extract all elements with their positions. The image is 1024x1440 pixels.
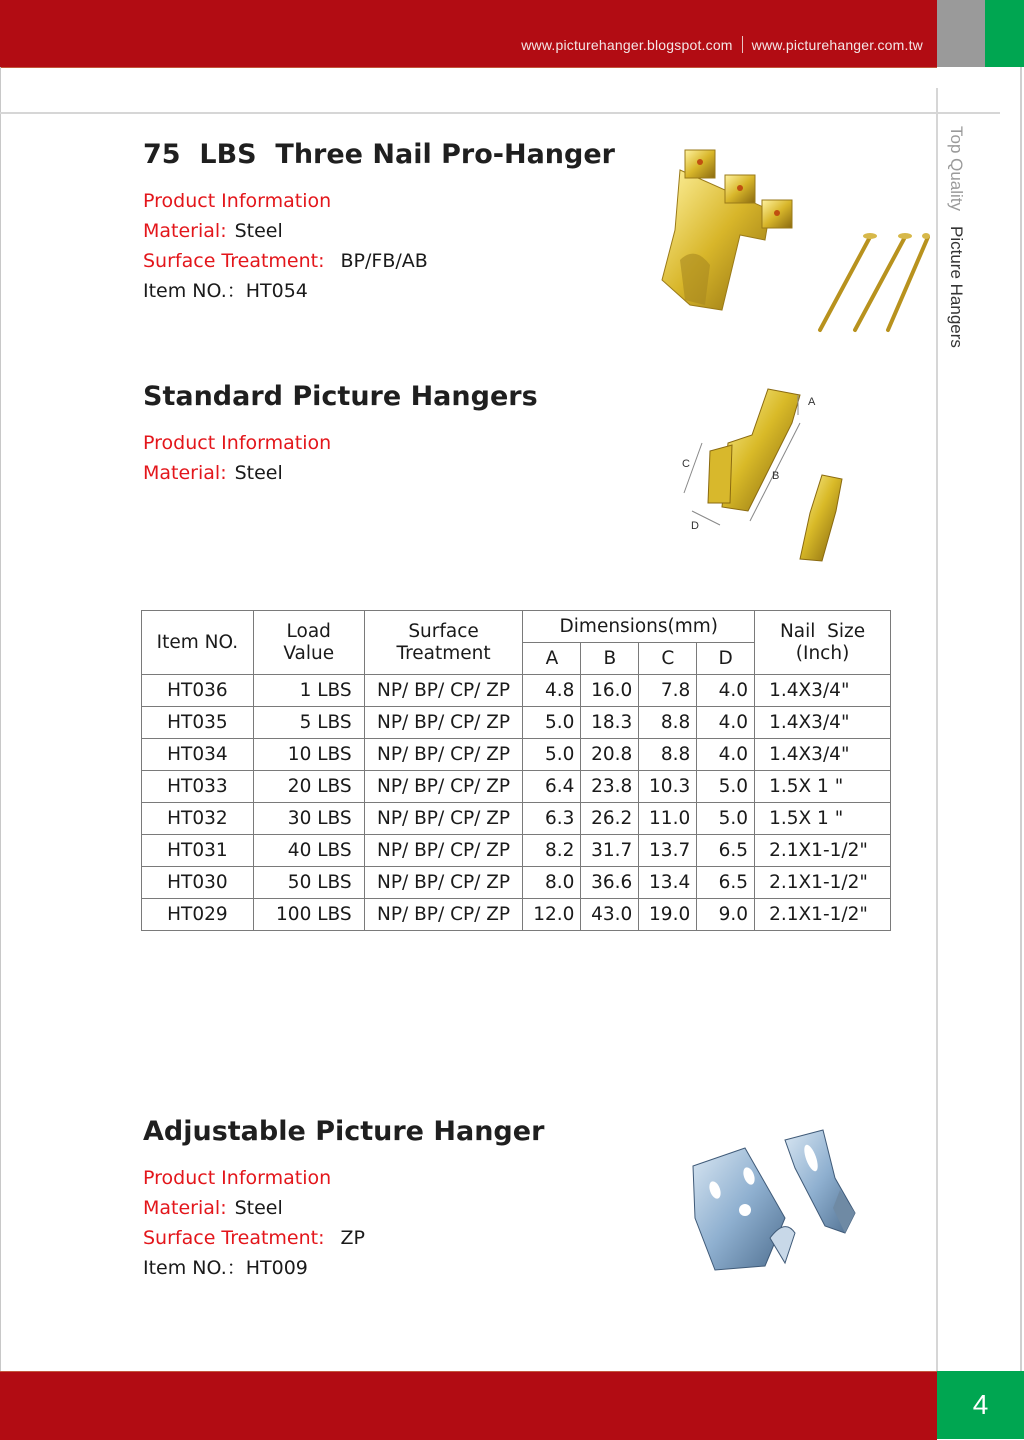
cell-load: 5 LBS bbox=[253, 707, 364, 739]
material-label: Material: bbox=[143, 462, 227, 484]
product-adjustable bbox=[143, 1116, 544, 1283]
cell-dim-d: 5.0 bbox=[697, 771, 755, 803]
cell-dim-c: 10.3 bbox=[639, 771, 697, 803]
cell-nail: 1.5X 1 " bbox=[755, 771, 891, 803]
cell-dim-b: 26.2 bbox=[581, 803, 639, 835]
product-title: Standard Picture Hangers bbox=[143, 381, 538, 412]
header-load-line2: Value bbox=[283, 642, 335, 664]
cell-dim-d: 4.0 bbox=[697, 675, 755, 707]
header-load-line1: Load bbox=[286, 620, 331, 642]
cell-item: HT030 bbox=[142, 867, 254, 899]
cell-nail: 2.1X1-1/2" bbox=[755, 867, 891, 899]
material-label: Material: bbox=[143, 1197, 227, 1219]
side-category: Picture Hangers bbox=[947, 225, 966, 348]
cell-load: 40 LBS bbox=[253, 835, 364, 867]
surface-value: BP/FB/AB bbox=[340, 250, 428, 272]
cell-dim-c: 13.4 bbox=[639, 867, 697, 899]
cell-dim-d: 4.0 bbox=[697, 739, 755, 771]
info-heading: Product Information bbox=[143, 432, 332, 454]
product-title: Adjustable Picture Hanger bbox=[143, 1116, 545, 1147]
product-three-nail bbox=[143, 139, 615, 306]
left-border bbox=[0, 67, 1, 1371]
table-row bbox=[142, 739, 891, 771]
material-value: Steel bbox=[234, 1197, 283, 1219]
header-links bbox=[521, 36, 923, 53]
header-surface bbox=[364, 611, 523, 675]
cell-nail: 1.4X3/4" bbox=[755, 707, 891, 739]
blog-link[interactable]: www.picturehanger.blogspot.com bbox=[521, 36, 733, 53]
cell-dim-c: 13.7 bbox=[639, 835, 697, 867]
cell-dim-a: 6.4 bbox=[523, 771, 581, 803]
cell-dim-a: 8.2 bbox=[523, 835, 581, 867]
cell-dim-b: 23.8 bbox=[581, 771, 639, 803]
cell-nail: 1.4X3/4" bbox=[755, 739, 891, 771]
cell-item: HT034 bbox=[142, 739, 254, 771]
header-surface-line2: Treatment bbox=[396, 642, 491, 664]
cell-dim-c: 7.8 bbox=[639, 675, 697, 707]
header-grey-block bbox=[937, 0, 985, 67]
cell-surface: NP/ BP/ CP/ ZP bbox=[364, 707, 523, 739]
material-value: Steel bbox=[234, 462, 283, 484]
cell-surface: NP/ BP/ CP/ ZP bbox=[364, 835, 523, 867]
table-row bbox=[142, 675, 891, 707]
surface-label: Surface Treatment: bbox=[143, 1227, 325, 1249]
cell-surface: NP/ BP/ CP/ ZP bbox=[364, 675, 523, 707]
side-label bbox=[946, 126, 966, 348]
site-link[interactable]: www.picturehanger.com.tw bbox=[751, 36, 923, 53]
cell-dim-a: 5.0 bbox=[523, 739, 581, 771]
header-rule bbox=[0, 112, 1000, 114]
header-band bbox=[0, 0, 937, 68]
sidebar-rule bbox=[936, 88, 938, 1371]
item-value: HT009 bbox=[245, 1257, 308, 1279]
header-dim-c: C bbox=[639, 643, 697, 675]
cell-dim-d: 9.0 bbox=[697, 899, 755, 931]
surface-row bbox=[143, 1223, 544, 1253]
cell-item: HT035 bbox=[142, 707, 254, 739]
cell-dim-a: 6.3 bbox=[523, 803, 581, 835]
cell-dim-c: 19.0 bbox=[639, 899, 697, 931]
product-info bbox=[143, 186, 615, 306]
cell-dim-a: 4.8 bbox=[523, 675, 581, 707]
material-row bbox=[143, 216, 615, 246]
cell-item: HT036 bbox=[142, 675, 254, 707]
cell-load: 10 LBS bbox=[253, 739, 364, 771]
side-quality: Top Quality bbox=[947, 126, 966, 212]
cell-nail: 2.1X1-1/2" bbox=[755, 835, 891, 867]
cell-load: 1 LBS bbox=[253, 675, 364, 707]
diagram-label-c: C bbox=[682, 458, 690, 470]
header-dim-a: A bbox=[523, 643, 581, 675]
cell-surface: NP/ BP/ CP/ ZP bbox=[364, 867, 523, 899]
cell-dim-c: 8.8 bbox=[639, 707, 697, 739]
cell-item: HT032 bbox=[142, 803, 254, 835]
cell-nail: 1.4X3/4" bbox=[755, 675, 891, 707]
cell-nail: 2.1X1-1/2" bbox=[755, 899, 891, 931]
link-divider bbox=[742, 36, 743, 53]
table-row bbox=[142, 899, 891, 931]
header-surface-line1: Surface bbox=[408, 620, 479, 642]
cell-surface: NP/ BP/ CP/ ZP bbox=[364, 739, 523, 771]
header-load bbox=[253, 611, 364, 675]
cell-surface: NP/ BP/ CP/ ZP bbox=[364, 771, 523, 803]
cell-dim-b: 31.7 bbox=[581, 835, 639, 867]
header-item: Item NO. bbox=[142, 611, 254, 675]
spec-table bbox=[141, 610, 891, 931]
header-dim-d: D bbox=[697, 643, 755, 675]
table-row bbox=[142, 835, 891, 867]
table-header-row bbox=[142, 611, 891, 643]
cell-nail: 1.5X 1 " bbox=[755, 803, 891, 835]
table-row bbox=[142, 867, 891, 899]
item-value: HT054 bbox=[245, 280, 308, 302]
cell-surface: NP/ BP/ CP/ ZP bbox=[364, 803, 523, 835]
diagram-label-d: D bbox=[691, 520, 699, 532]
table-row bbox=[142, 803, 891, 835]
cell-dim-c: 8.8 bbox=[639, 739, 697, 771]
cell-dim-d: 6.5 bbox=[697, 867, 755, 899]
product-standard bbox=[143, 381, 538, 488]
material-value: Steel bbox=[234, 220, 283, 242]
item-label: Item NO.： bbox=[143, 280, 246, 302]
header-green-block bbox=[985, 0, 1024, 67]
info-heading: Product Information bbox=[143, 190, 332, 212]
cell-load: 30 LBS bbox=[253, 803, 364, 835]
cell-item: HT033 bbox=[142, 771, 254, 803]
cell-dim-b: 20.8 bbox=[581, 739, 639, 771]
cell-dim-d: 6.5 bbox=[697, 835, 755, 867]
page-number: 4 bbox=[937, 1371, 1024, 1439]
standard-hanger-diagram-image bbox=[670, 383, 900, 575]
material-row bbox=[143, 1193, 544, 1223]
cell-dim-b: 36.6 bbox=[581, 867, 639, 899]
info-heading: Product Information bbox=[143, 1167, 332, 1189]
item-row bbox=[143, 1253, 544, 1283]
adjustable-hanger-image bbox=[685, 1118, 885, 1278]
table-row bbox=[142, 771, 891, 803]
cell-item: HT031 bbox=[142, 835, 254, 867]
three-nail-hanger-image bbox=[650, 140, 930, 340]
surface-value: ZP bbox=[340, 1227, 365, 1249]
surface-row bbox=[143, 246, 615, 276]
item-label: Item NO.： bbox=[143, 1257, 246, 1279]
cell-dim-d: 4.0 bbox=[697, 707, 755, 739]
material-row bbox=[143, 458, 538, 488]
header-dim-b: B bbox=[581, 643, 639, 675]
cell-dim-a: 8.0 bbox=[523, 867, 581, 899]
product-title: 75 LBS Three Nail Pro-Hanger bbox=[143, 139, 615, 170]
surface-label: Surface Treatment: bbox=[143, 250, 325, 272]
table-row bbox=[142, 707, 891, 739]
diagram-label-a: A bbox=[808, 396, 816, 408]
cell-dim-a: 5.0 bbox=[523, 707, 581, 739]
cell-load: 50 LBS bbox=[253, 867, 364, 899]
cell-dim-b: 43.0 bbox=[581, 899, 639, 931]
cell-load: 100 LBS bbox=[253, 899, 364, 931]
cell-dim-b: 18.3 bbox=[581, 707, 639, 739]
cell-item: HT029 bbox=[142, 899, 254, 931]
cell-load: 20 LBS bbox=[253, 771, 364, 803]
item-row bbox=[143, 276, 615, 306]
header-nail-line2: (Inch) bbox=[795, 642, 850, 664]
cell-surface: NP/ BP/ CP/ ZP bbox=[364, 899, 523, 931]
diagram-label-b: B bbox=[772, 470, 780, 482]
cell-dim-d: 5.0 bbox=[697, 803, 755, 835]
product-info bbox=[143, 1163, 544, 1283]
right-border bbox=[1020, 67, 1022, 1371]
cell-dim-b: 16.0 bbox=[581, 675, 639, 707]
header-nail bbox=[755, 611, 891, 675]
product-info bbox=[143, 428, 538, 488]
cell-dim-a: 12.0 bbox=[523, 899, 581, 931]
header-nail-line1: Nail Size bbox=[779, 620, 866, 642]
header-dimensions: Dimensions(mm) bbox=[523, 611, 755, 643]
material-label: Material: bbox=[143, 220, 227, 242]
cell-dim-c: 11.0 bbox=[639, 803, 697, 835]
footer-band bbox=[0, 1371, 937, 1440]
